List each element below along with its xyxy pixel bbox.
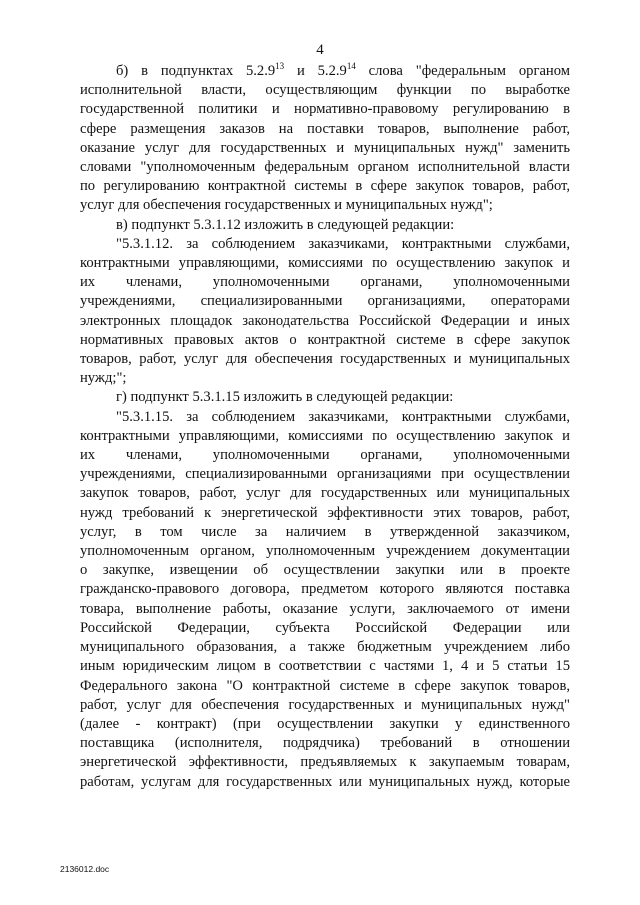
text-segment: муниципального образования, а также бюджетным учреждением либо: [80, 639, 570, 656]
text-line: [80, 696, 570, 715]
text-line: [80, 292, 570, 311]
text-line: [80, 235, 570, 254]
text-line: [80, 120, 570, 139]
text-segment: нужд;";: [80, 370, 127, 387]
text-line: [80, 600, 570, 619]
text-line: [80, 369, 570, 388]
text-segment: о закупке, извещении об осуществлении закупки или в проекте: [80, 562, 570, 579]
text-segment: и 5.2.9: [284, 63, 347, 79]
text-segment: "5.3.1.15. за соблюдением заказчиками, контрактными службами,: [116, 408, 570, 425]
text-line: [80, 734, 570, 753]
text-line: [80, 312, 570, 331]
text-segment: Федерального закона "О контрактной системе в сфере закупок товаров,: [80, 677, 570, 694]
page-number: 4: [316, 42, 324, 58]
text-segment: государственной политики и нормативно-правовому регулированию в: [80, 101, 570, 118]
text-segment: уполномоченным органом, уполномоченным учреждением документации: [80, 543, 570, 560]
text-line: [80, 81, 570, 100]
text-line: [80, 638, 570, 657]
text-line: [80, 619, 570, 638]
text-line: [80, 773, 570, 792]
text-line: [80, 177, 570, 196]
text-line: [80, 388, 570, 407]
text-line: [80, 331, 570, 350]
text-line: [80, 62, 570, 81]
text-segment: иным юридическим лицом в соответствии с частями 1, 4 и 5 статьи 15: [80, 658, 570, 675]
text-line: [80, 427, 570, 446]
text-segment: нормативных правовых актов о контрактной системе в сфере закупок: [80, 331, 570, 348]
text-line: [80, 465, 570, 484]
text-line: [80, 542, 570, 561]
text-segment: контрактными управляющими, комиссиями по осуществлению закупок и: [80, 255, 570, 272]
text-line: [80, 196, 570, 215]
text-line: [80, 158, 570, 177]
text-segment: гражданско-правового договора, предметом которого являются поставка: [80, 581, 570, 598]
text-line: [80, 100, 570, 119]
text-segment: их членами, уполномоченными органами, уполномоченными: [80, 274, 570, 291]
text-line: [80, 504, 570, 523]
text-segment: исполнительной власти, осуществляющим функции по выработке: [80, 82, 570, 99]
text-segment: "5.3.1.12. за соблюдением заказчиками, контрактными службами,: [116, 235, 570, 252]
text-segment: Российской Федерации, субъекта Российской Федерации или: [80, 619, 570, 636]
file-name-footer: 2136012.doc: [60, 864, 110, 874]
text-segment: нужд требований к энергетической эффективности этих товаров, работ,: [80, 504, 570, 521]
text-segment: их членами, уполномоченными органами, уполномоченными: [80, 447, 570, 464]
text-line: [80, 446, 570, 465]
text-segment: работам, услугам для государственных или муниципальных нужд, которые: [80, 773, 570, 790]
text-line: [80, 657, 570, 676]
text-segment: слова "федеральным органом: [355, 63, 570, 79]
text-segment: (далее - контракт) (при осуществлении закупки у единственного: [80, 715, 570, 732]
text-segment: г) подпункт 5.3.1.15 изложить в следующей редакции:: [116, 389, 454, 406]
text-line: [80, 753, 570, 772]
text-line: [80, 580, 570, 599]
text-line: [80, 350, 570, 369]
text-line: [80, 561, 570, 580]
text-line: [80, 216, 570, 235]
text-segment: в) подпункт 5.3.1.12 изложить в следующей редакции:: [116, 216, 455, 233]
text-segment: словами "уполномоченным федеральным органом исполнительной власти: [80, 159, 570, 176]
text-segment: контрактными управляющими, комиссиями по осуществлению закупок и: [80, 427, 570, 444]
text-segment: учреждениями, специализированными организациями при осуществлении: [80, 466, 570, 483]
text-line: [80, 139, 570, 158]
text-segment: закупок товаров, работ, услуг для государственных или муниципальных: [80, 485, 570, 502]
text-segment: энергетической эффективности, предъявляемых к закупаемым товарам,: [80, 754, 570, 771]
text-segment: услуг для обеспечения государственных и муниципальных нужд";: [80, 197, 493, 214]
text-line: [80, 254, 570, 273]
footnote-ref: 14: [346, 61, 356, 71]
text-line: [80, 408, 570, 427]
text-line: [80, 273, 570, 292]
text-segment: по регулированию контрактной системы в сфере закупок товаров, работ,: [80, 178, 570, 195]
text-segment: сфере размещения заказов на поставки товаров, выполнение работ,: [80, 120, 570, 137]
text-segment: б) в подпунктах 5.2.9: [116, 63, 276, 79]
text-segment: оказание услуг для государственных и муниципальных нужд" заменить: [80, 139, 570, 156]
text-segment: товаров, работ, услуг для обеспечения государственных и муниципальных: [80, 351, 570, 368]
text-line: [80, 523, 570, 542]
text-segment: товара, выполнение работы, оказание услуги, заключаемого от имени: [80, 600, 570, 617]
text-segment: поставщика (исполнителя, подрядчика) требований в отношении: [80, 735, 570, 752]
text-line: [80, 715, 570, 734]
text-segment: учреждениями, специализированными организациями, операторами: [80, 293, 570, 310]
text-line: [80, 484, 570, 503]
document-body: [80, 62, 570, 792]
footnote-ref: 13: [275, 61, 285, 71]
text-segment: электронных площадок законодательства Российской Федерации и иных: [80, 312, 570, 329]
text-line: [80, 677, 570, 696]
text-segment: услуг, в том числе за наличием в утвержденной заказчиком,: [80, 523, 570, 540]
text-segment: работ, услуг для обеспечения государственных и муниципальных нужд": [80, 696, 570, 713]
